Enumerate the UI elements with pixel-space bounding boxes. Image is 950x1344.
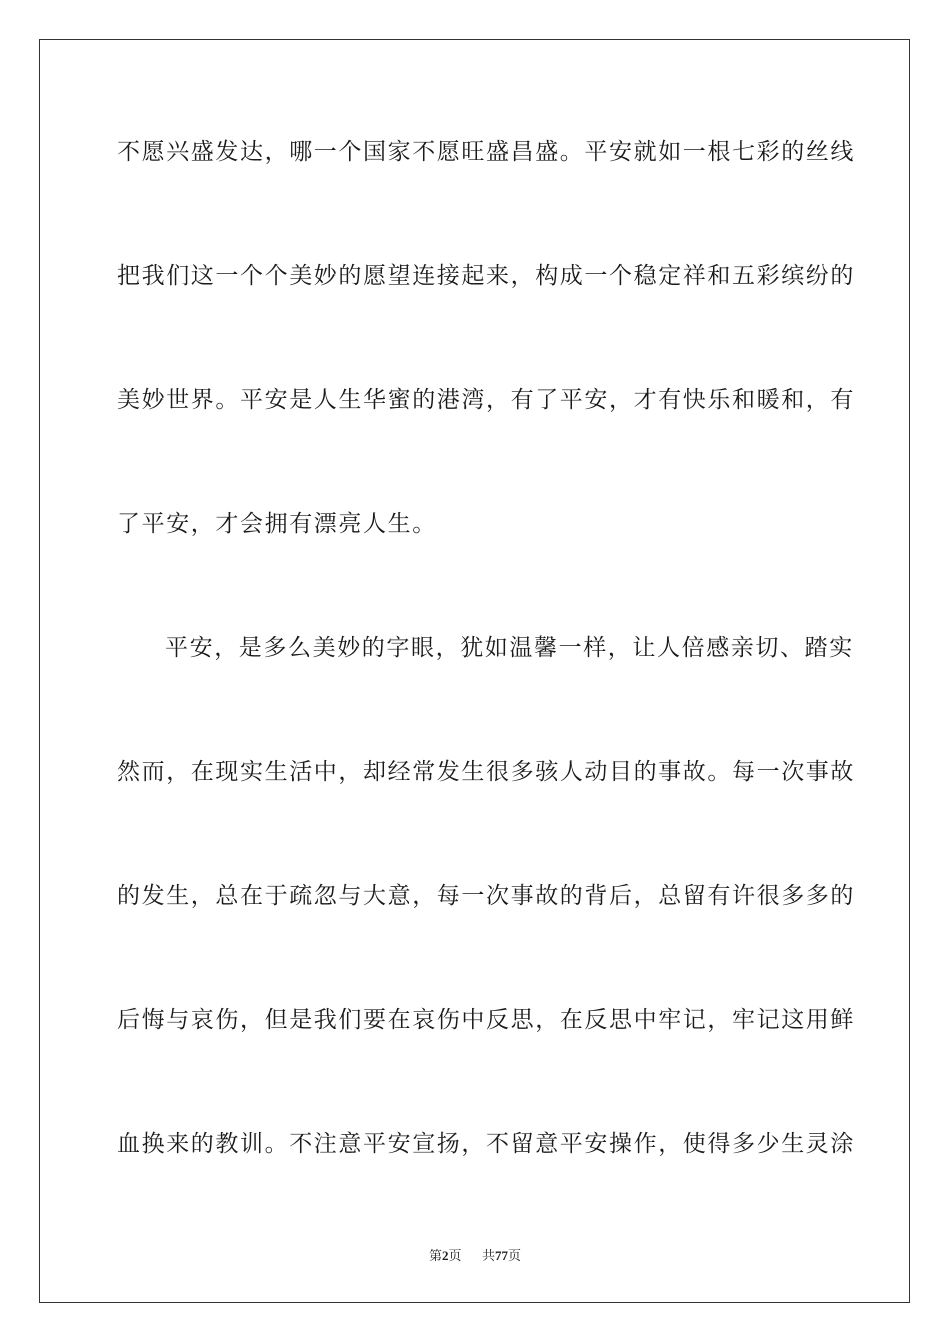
text-line-9: 血换来的教训。不注意平安宣扬，不留意平安操作，使得多少生灵涂 bbox=[117, 1131, 855, 1157]
text-line-2: 把我们这一个个美妙的愿望连接起来，构成一个稳定祥和五彩缤纷的 bbox=[117, 263, 855, 289]
text-line-4: 了平安，才会拥有漂亮人生。 bbox=[117, 511, 437, 537]
page-prefix: 第 bbox=[428, 1248, 442, 1263]
text-line-6: 然而，在现实生活中，却经常发生很多骇人动目的事故。每一次事故 bbox=[117, 759, 855, 785]
text-line-8: 后悔与哀伤，但是我们要在哀伤中反思，在反思中牢记，牢记这用鲜 bbox=[117, 1007, 855, 1033]
page-suffix: 页 bbox=[448, 1248, 462, 1263]
total-prefix: 共 bbox=[482, 1248, 496, 1263]
text-line-7: 的发生，总在于疏忽与大意，每一次事故的背后，总留有许很多多的 bbox=[117, 883, 855, 909]
text-line-1: 不愿兴盛发达，哪一个国家不愿旺盛昌盛。平安就如一根七彩的丝线 bbox=[117, 139, 855, 165]
page-border bbox=[39, 39, 910, 1303]
total-pages-label bbox=[482, 1248, 521, 1263]
page-number-label bbox=[429, 1248, 465, 1263]
total-pages-number: 77 bbox=[495, 1248, 509, 1263]
current-page-number: 2 bbox=[441, 1248, 449, 1263]
text-line-3: 美妙世界。平安是人生华蜜的港湾，有了平安，才有快乐和暖和，有 bbox=[117, 387, 855, 413]
text-line-5-paragraph-start: 平安，是多么美妙的字眼，犹如温馨一样，让人倍感亲切、踏实 bbox=[165, 635, 854, 661]
total-suffix: 页 bbox=[508, 1248, 522, 1263]
page-footer bbox=[0, 1247, 950, 1265]
